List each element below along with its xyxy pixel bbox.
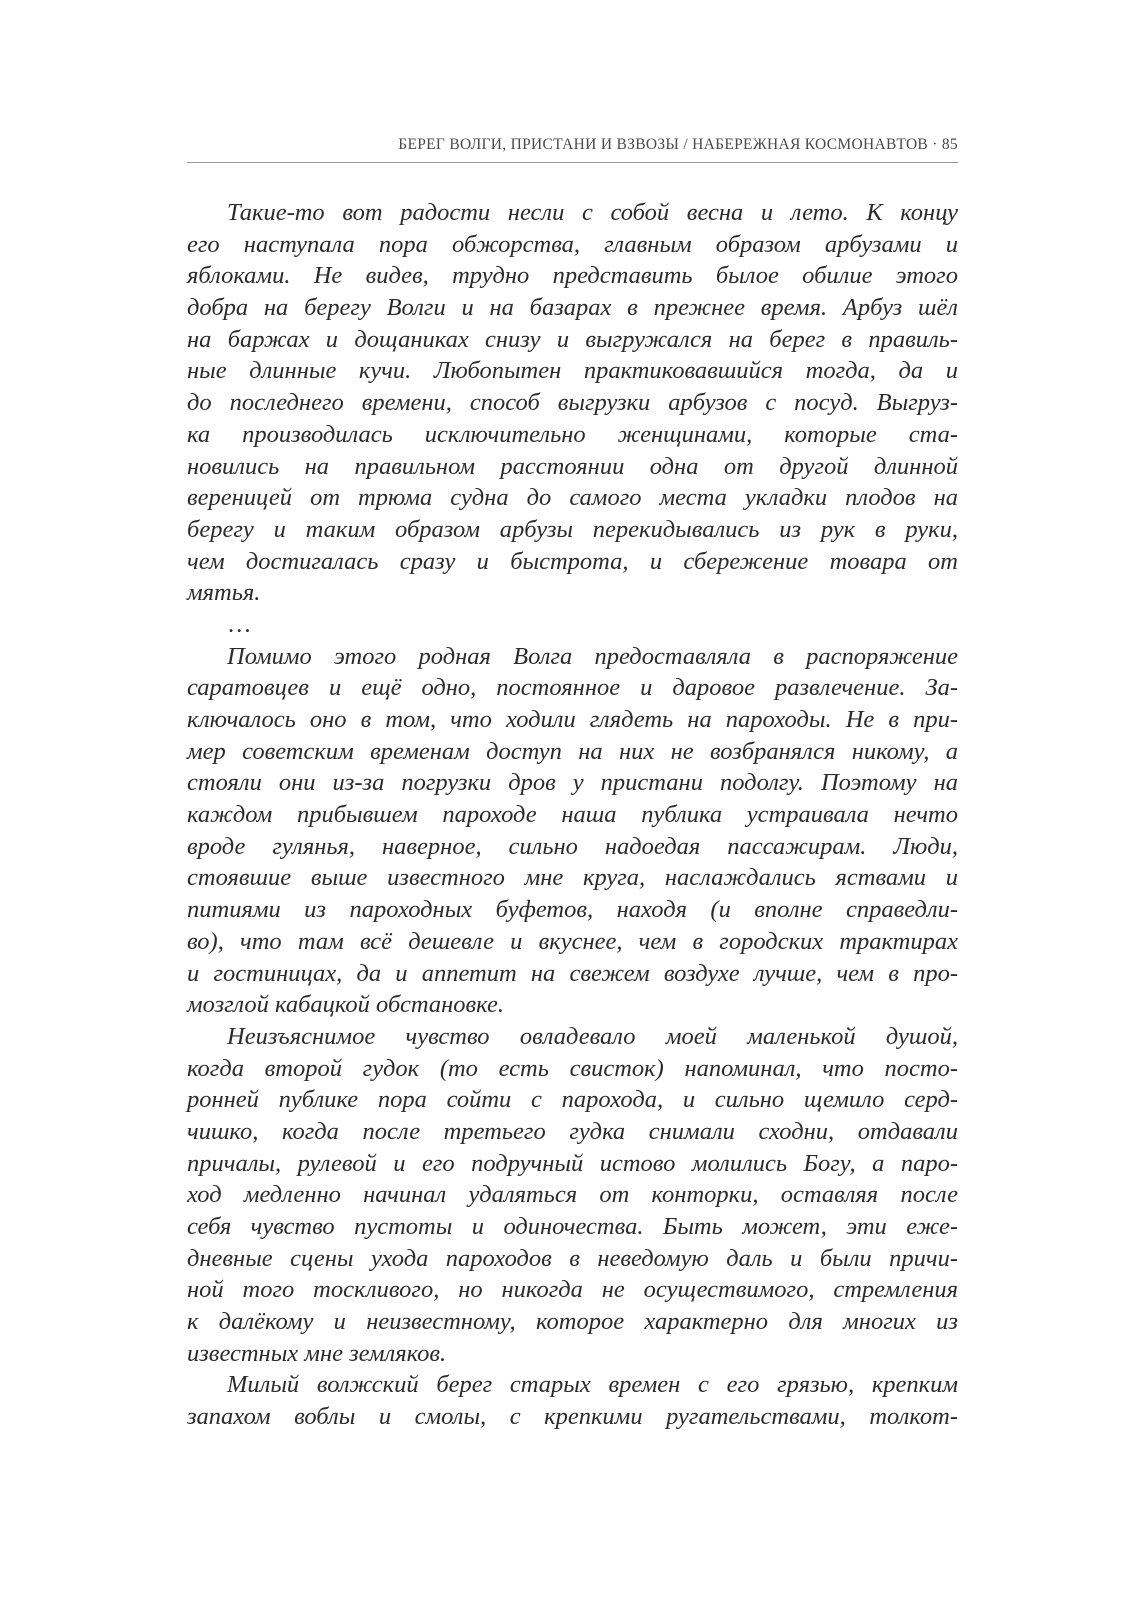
- text-line: на баржах и дощаниках снизу и выгружался на берег в правиль-: [187, 325, 958, 353]
- page-body: [187, 197, 958, 1433]
- text-line: мятья.: [187, 579, 261, 607]
- text-line: добра на берегу Волги и на базарах в прежнее время. Арбуз шёл: [187, 294, 958, 322]
- text-line: известных мне земляков.: [187, 1339, 447, 1367]
- text-line: Такие-то вот радости несли с собой весна и лето. К концу: [227, 199, 958, 226]
- text-line: дневные сцены ухода пароходов в неведомую даль и были причи-: [187, 1244, 958, 1272]
- text-line: ход медленно начинал удаляться от конторки, оставляя после: [187, 1181, 958, 1209]
- text-line: и гостиницах, да и аппетит на свежем воздухе лучше, чем в про-: [187, 959, 958, 987]
- text-line: вроде гулянья, наверное, сильно надоедая пассажирам. Люди,: [187, 832, 958, 860]
- text-line: ные длинные кучи. Любопытен практиковавшийся тогда, да и: [187, 357, 958, 385]
- paragraph: [187, 1021, 958, 1370]
- text-line: стоявшие выше известного мне круга, наслаждались яствами и: [187, 864, 958, 892]
- text-line: стояли они из-за погрузки дров у пристани подолгу. Поэтому на: [187, 769, 958, 797]
- header-rule: [187, 162, 958, 163]
- text-line: ной того тоскливого, но никогда не осуществимого, стремления: [187, 1276, 958, 1304]
- text-line: мозглой кабацкой обстановке.: [187, 991, 504, 1019]
- text-line: причалы, рулевой и его подручный истово молились Богу, а паро-: [187, 1149, 958, 1177]
- text-line: себя чувство пустоты и одиночества. Быть может, эти еже-: [187, 1213, 958, 1240]
- paragraph: [187, 641, 958, 1021]
- text-line: вереницей от трюма судна до самого места укладки плодов на: [187, 484, 958, 512]
- text-line: когда второй гудок (то есть свисток) напоминал, что посто-: [187, 1054, 958, 1082]
- paragraph: [187, 1369, 958, 1432]
- text-line: берегу и таким образом арбузы перекидывались из рук в руки,: [187, 515, 958, 543]
- running-head: БЕРЕГ ВОЛГИ, ПРИСТАНИ И ВЗВОЗЫ / НАБЕРЕЖНАЯ КОСМОНАВТОВ · 85: [398, 136, 958, 153]
- text-line: ключалось оно в том, что ходили глядеть на пароходы. Не в при-: [187, 706, 958, 733]
- text-line: чишко, когда после третьего гудка снимали сходни, отдавали: [187, 1117, 958, 1145]
- paragraph: [187, 197, 958, 609]
- text-line: Помимо этого родная Волга предоставляла в распоряжение: [227, 642, 958, 670]
- text-line: мер советским временам доступ на них не возбранялся никому, а: [187, 737, 958, 765]
- text-line: каждом прибывшем пароходе наша публика устраивала нечто: [187, 801, 958, 829]
- text-line: к далёкому и неизвестному, которое характерно для многих из: [187, 1308, 958, 1336]
- text-line: Неизъяснимое чувство овладевало моей маленькой душой,: [227, 1022, 958, 1050]
- text-line: ка производилась исключительно женщинами, которые ста-: [187, 420, 958, 448]
- text-line: ронней публике пора сойти с парохода, и сильно щемило серд-: [187, 1086, 958, 1114]
- text-line: его наступала пора обжорства, главным образом арбузами и: [187, 230, 958, 258]
- text-line: питиями из пароходных буфетов, находя (и вполне справедли-: [187, 896, 958, 924]
- text-line: яблоками. Не видев, трудно представить былое обилие этого: [187, 262, 958, 290]
- text-line: до последнего времени, способ выгрузки арбузов с посуд. Выгруз-: [187, 389, 958, 417]
- text-line: новились на правильном расстоянии одна от другой длинной: [187, 452, 958, 480]
- text-line: саратовцев и ещё одно, постоянное и даровое развлечение. За-: [187, 674, 958, 702]
- text-line: запахом воблы и смолы, с крепкими ругательствами, толкот-: [187, 1403, 958, 1431]
- text-line: Милый волжский берег старых времен с его грязью, крепким: [227, 1371, 958, 1399]
- ellipsis-separator: …: [227, 610, 252, 638]
- text-line: чем достигалась сразу и быстрота, и сбережение товара от: [187, 547, 958, 575]
- text-line: во), что там всё дешевле и вкуснее, чем в городских трактирах: [187, 927, 958, 955]
